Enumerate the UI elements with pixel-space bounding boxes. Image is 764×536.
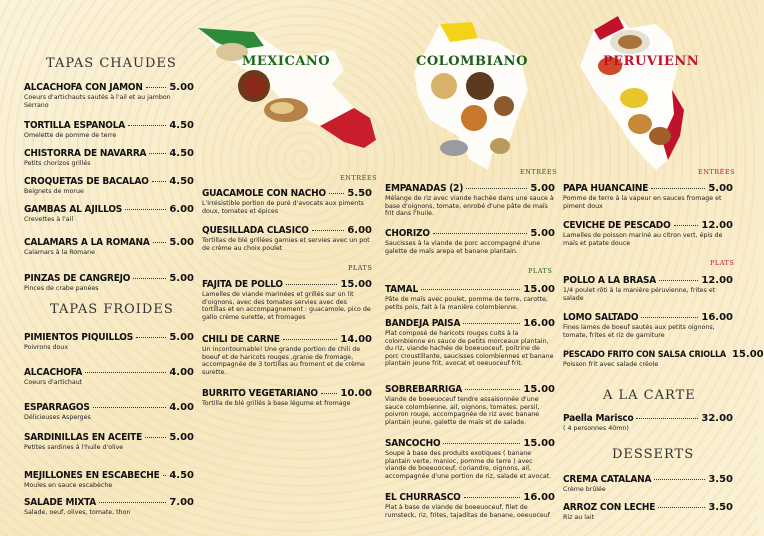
item-name: FAJITA DE POLLO (202, 279, 283, 290)
item-name: EL CHURRASCO (385, 492, 461, 503)
item-name: PAPA HUANCAINE (563, 183, 649, 194)
item-name: MEJILLONES EN ESCABECHE (24, 470, 160, 481)
item-price: 14.00 (340, 334, 372, 345)
item-price: 15.00 (523, 284, 555, 295)
item-name: SARDINILLAS EN ACEITE (24, 432, 143, 443)
item-name: TAMAL (385, 284, 418, 295)
item-desc: Poivrons doux (24, 344, 69, 351)
item-name: CHORIZO (385, 228, 430, 239)
item-price: 5.00 (708, 183, 733, 194)
item-desc: Omelette de pomme de terre (24, 132, 117, 139)
item-name: QUESILLADA CLASICO (202, 225, 309, 236)
mexicano-entrees-label: ENTRÉES (340, 174, 378, 182)
colombiano-plats-label: PLATS (528, 267, 553, 275)
item-price: 5.00 (169, 82, 194, 93)
item-name: ALCACHOFA CON JAMON (24, 82, 143, 93)
tapas-froides-heading: TAPAS FROIDES (50, 302, 174, 317)
item-desc: Fines lames de boeuf sautés aux petits oignons, tomate, frites et riz de garniture (563, 324, 715, 339)
list-item (24, 237, 194, 257)
item-price: 15.00 (731, 349, 764, 360)
item-name: GAMBAS AL AJILLOS (24, 204, 123, 215)
item-price: 5.50 (347, 188, 372, 199)
item-name: SOBREBARRIGA (385, 384, 463, 395)
list-item (24, 176, 194, 196)
list-item (385, 318, 555, 368)
peru-map (564, 10, 704, 182)
item-desc: Calamars à la Romane (24, 249, 95, 256)
item-desc: 1/4 poulet rôti à la manière péruvienne, frites et salade (563, 287, 716, 302)
item-desc: Riz au lait (563, 514, 595, 521)
item-desc: Petits chorizos grillés (24, 160, 91, 167)
item-price: 3.50 (708, 474, 733, 485)
item-name: ESPARRAGOS (24, 402, 90, 413)
item-price: 4.50 (169, 148, 194, 159)
item-desc: Viande de boeeuoceuf tendre assaisonnée d'une sauce colombienne, ail, oignons, tomates, persil, poivron rouge, accompagnée de riz avec banane plantain jeune, galette de maïs et de salade. (385, 396, 540, 426)
item-desc: Tortillas de blé grillées garnies et servies avec un pot de crème au choix poulet (202, 237, 370, 252)
item-name: TORTILLA ESPANOLA (24, 120, 126, 131)
item-price: 5.00 (169, 273, 194, 284)
peruvienn-entrees-label: ENTRÉES (698, 168, 736, 176)
list-item (202, 225, 372, 252)
list-item (563, 474, 733, 494)
item-name: CALAMARS A LA ROMANA (24, 237, 150, 248)
item-price: 6.00 (347, 225, 372, 236)
item-desc: ( 4 personnes 40mn) (563, 425, 629, 432)
item-desc: Mélange de riz avec viande hachée dans une sauce à base d'oignons, tomate, enrobé d'une pâte de maïs frit dans l'huile. (385, 195, 554, 218)
item-desc: Soupe à base des produits exotiques ( banane plantain verte, manioc, pomme de terre ) avec viande de boeeuoceuf, coriandre, oignons, ail, accompagnée d'une portion de riz, salade et avocat. (385, 450, 552, 480)
item-name: SALADE MIXTA (24, 497, 97, 508)
item-desc: L'irrésistible portion de puré d'avocats aux piments doux, tomates et épices (202, 200, 364, 215)
item-desc: Lamelles de poisson mariné au citron vert, épis de maïs et patate douce (563, 232, 723, 247)
list-item (24, 432, 194, 452)
list-item (24, 332, 194, 352)
list-item (24, 120, 194, 140)
item-name: PESCADO FRITO CON SALSA CRIOLLA (563, 350, 726, 360)
item-desc: Lamelles de viande marinées et grillés sur un lit d'oignons, avec des tomates servies avec des tortillas et en accompagnement : guacamole, pico de gallo crème surette, et fromages (202, 291, 371, 321)
list-item (202, 279, 372, 321)
item-name: POLLO A LA BRASA (563, 275, 657, 286)
item-price: 7.00 (169, 497, 194, 508)
item-desc: Plat à base de viande de boeeuoceuf, filet de rumsteck, riz, frites, tajaditas de banane, oeeuoceuf (385, 504, 551, 519)
list-item (385, 492, 555, 519)
item-desc: Petites sardines à l'huile d'olive (24, 444, 124, 451)
item-price: 3.50 (708, 502, 733, 513)
item-desc: Crevettes à l'ail (24, 216, 74, 223)
tapas-chaudes-heading: TAPAS CHAUDES (46, 56, 177, 71)
list-item (24, 497, 194, 517)
list-item (563, 220, 733, 247)
item-price: 12.00 (701, 220, 733, 231)
item-name: GUACAMOLE CON NACHO (202, 188, 326, 199)
list-item (24, 148, 194, 168)
list-item (385, 183, 555, 218)
item-desc: Délicieuses Asperges (24, 414, 91, 421)
list-item (24, 367, 194, 387)
item-price: 4.00 (169, 367, 194, 378)
item-name: BANDEJA PAISA (385, 318, 461, 329)
item-name: CHISTORRA DE NAVARRA (24, 148, 147, 159)
peruvienn-title: PERUVIENN (603, 54, 700, 69)
item-price: 15.00 (523, 384, 555, 395)
item-price: 5.00 (169, 432, 194, 443)
mexico-map (194, 22, 384, 167)
item-price: 16.00 (701, 312, 733, 323)
item-desc: Salade, oeuf, olives, tomate, thon (24, 509, 131, 516)
colombiano-entrees-label: ENTRÉES (520, 168, 558, 176)
colombia-map (400, 20, 540, 172)
item-desc: Coeurs d'artichauts sautés à l'ail et au jambon Serrano (24, 94, 171, 109)
list-item (385, 284, 555, 311)
item-price: 5.00 (169, 237, 194, 248)
item-name: PINZAS DE CANGREJO (24, 273, 131, 284)
item-price: 5.00 (169, 332, 194, 343)
list-item (202, 388, 372, 408)
list-item (385, 228, 555, 255)
item-name: CREMA CATALANA (563, 474, 652, 485)
item-desc: Plat composé de haricots rouges cuits à la colombienne en sauce de petits morceaux plantain, du riz, viande hachée de boeeuoceuf, poitrine de porc croustillante, saucisses colombiennes et banane plantain jeune frit, avocat et oeeuoceuf frit. (385, 330, 554, 368)
item-price: 16.00 (523, 318, 555, 329)
list-item (24, 273, 194, 293)
item-desc: Pomme de terre à la vapeur en sauces fromage et piment doux (563, 195, 722, 210)
list-item (385, 438, 555, 480)
item-desc: Saucisses à la viande de porc accompagné d'une galette de maïs arepa et banane plantain. (385, 240, 541, 255)
a-la-carte-item (563, 413, 733, 433)
item-name: EMPANADAS (2) (385, 183, 464, 194)
item-price: 6.00 (169, 204, 194, 215)
item-desc: Pinces de crabe panées (24, 285, 99, 292)
item-name: CROQUETAS DE BACALAO (24, 176, 149, 187)
a-la-carte-heading: A LA CARTE (603, 388, 696, 403)
item-desc: Tortilla de blé grillés à base légume et fromage (202, 400, 351, 407)
item-price: 10.00 (340, 388, 372, 399)
list-item (24, 204, 194, 224)
list-item (202, 188, 372, 215)
item-price: 15.00 (523, 438, 555, 449)
item-price: 4.50 (169, 120, 194, 131)
item-desc: Crème brûlée (563, 486, 606, 493)
item-desc: Moules en sauce escabèche (24, 482, 113, 489)
item-name: CEVICHE DE PESCADO (563, 220, 671, 231)
item-name: CHILI DE CARNE (202, 334, 280, 345)
item-desc: Poisson frit avec salade créole (563, 361, 659, 368)
item-name: Paella Marisco (563, 413, 634, 424)
item-desc: Beignets de morue (24, 188, 84, 195)
item-name: LOMO SALTADO (563, 312, 639, 323)
item-name: PIMIENTOS PIQUILLOS (24, 332, 133, 343)
peruvienn-plats-label: PLATS (710, 259, 735, 267)
list-item (24, 82, 194, 109)
list-item (563, 183, 733, 210)
item-price: 4.50 (169, 176, 194, 187)
list-item (385, 384, 555, 426)
item-price: 5.00 (530, 183, 555, 194)
item-name: ARROZ CON LECHE (563, 502, 656, 513)
item-price: 4.50 (169, 470, 194, 481)
item-price: 12.00 (701, 275, 733, 286)
item-price: 16.00 (523, 492, 555, 503)
item-desc: Un incontournable! Une grande portion de chili de boeuf et de haricots rouges ,granie de fromage, accompagnée de 3 tortillas au froment et de crème surette. (202, 346, 365, 376)
item-desc: Pâte de maïs avec poulet, pomme de terre, carotte, petits pois, fait à la manière colombienne. (385, 296, 548, 311)
list-item (563, 502, 733, 522)
list-item (563, 312, 733, 339)
item-name: SANCOCHO (385, 438, 441, 449)
list-item (563, 349, 764, 369)
list-item (24, 402, 194, 422)
mexicano-title: MEXICANO (242, 54, 331, 69)
item-name: ALCACHOFA (24, 367, 83, 378)
desserts-heading: DESSERTS (612, 447, 695, 462)
item-name: BURRITO VEGETARIANO (202, 388, 318, 399)
colombiano-title: COLOMBIANO (416, 54, 528, 69)
item-price: 5.00 (530, 228, 555, 239)
item-price: 15.00 (340, 279, 372, 290)
list-item (202, 334, 372, 376)
mexicano-plats-label: PLATS (348, 264, 373, 272)
list-item (563, 275, 733, 302)
item-price: 4.00 (169, 402, 194, 413)
item-desc: Coeurs d'artichaut (24, 379, 83, 386)
list-item (24, 470, 194, 490)
item-price: 32.00 (701, 413, 733, 424)
